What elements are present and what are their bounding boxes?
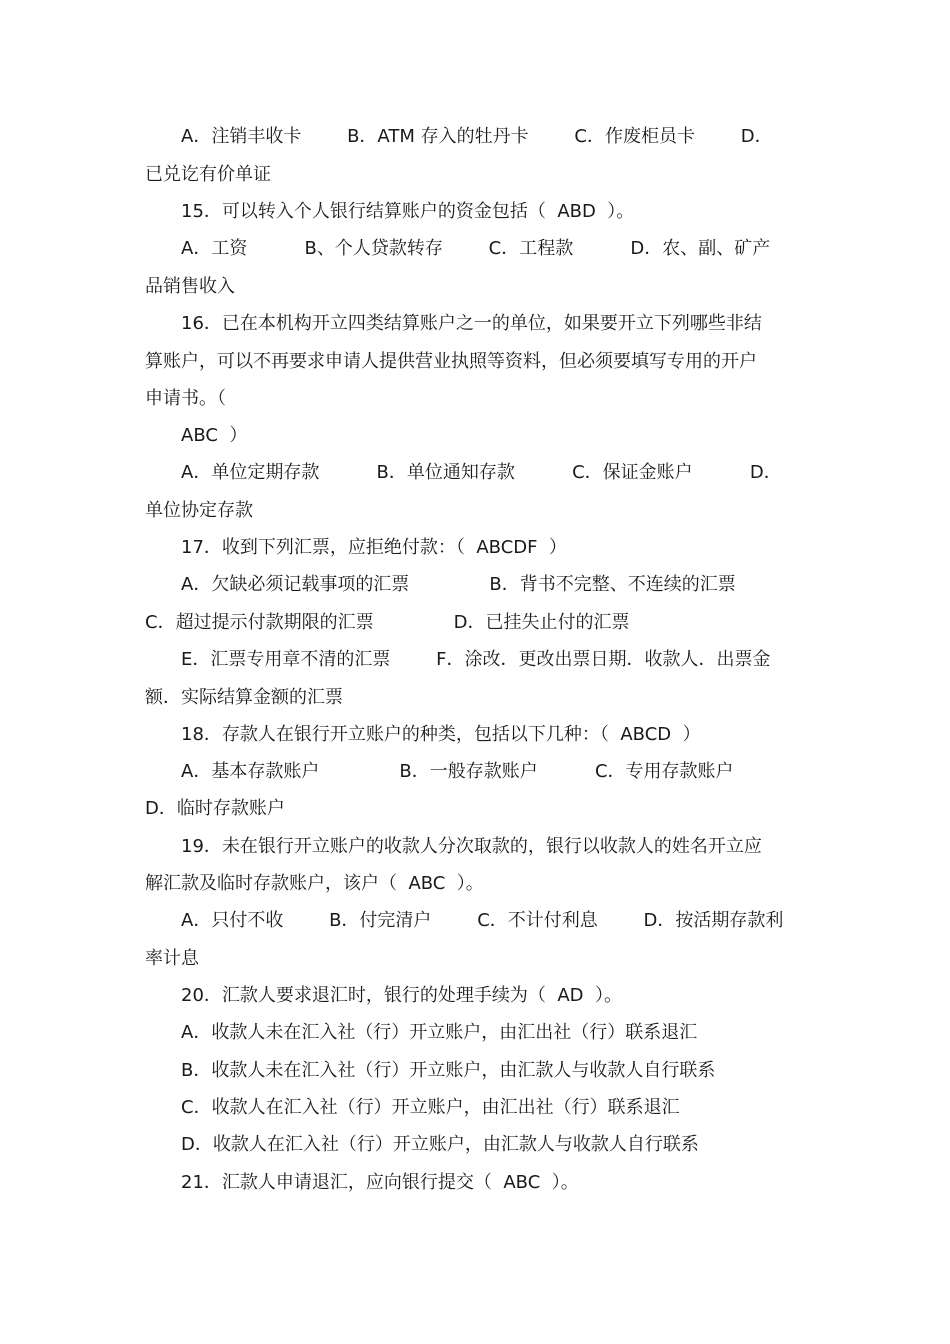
q20-option-d: D．收款人在汇入社（行）开立账户，由汇款人与收款人自行联系 — [181, 1134, 699, 1155]
q20-option-c: C．收款人在汇入社（行）开立账户，由汇出社（行）联系退汇 — [181, 1097, 680, 1118]
q14-options-continuation: 已兑讫有价单证 — [145, 164, 271, 185]
q16-answer: ABC ） — [181, 425, 248, 446]
q15-question: 15．可以转入个人银行结算账户的资金包括（ ABD ）。 — [181, 201, 635, 222]
q17-options-line-1: A．欠缺必须记载事项的汇票 B．背书不完整、不连续的汇票 — [181, 574, 736, 595]
q18-options-continuation: D．临时存款账户 — [145, 798, 285, 819]
q19-options-continuation: 率计息 — [145, 948, 199, 969]
q17-options-line-2: C．超过提示付款期限的汇票 D．已挂失止付的汇票 — [145, 612, 630, 633]
q20-option-b: B．收款人未在汇入社（行）开立账户，由汇款人与收款人自行联系 — [181, 1060, 716, 1081]
q17-question: 17．收到下列汇票，应拒绝付款：（ ABCDF ） — [181, 537, 567, 558]
q15-options-continuation: 品销售收入 — [145, 276, 235, 297]
q16-options-line: A．单位定期存款 B．单位通知存款 C．保证金账户 D． — [181, 462, 782, 483]
q16-options-continuation: 单位协定存款 — [145, 500, 253, 521]
q16-question-line-3: 申请书。（ — [145, 388, 226, 409]
q17-options-line-3: E．汇票专用章不清的汇票 F．涂改．更改出票日期．收款人．出票金 — [181, 649, 771, 670]
q19-question-line-2: 解汇款及临时存款账户，该户（ ABC ）。 — [145, 873, 484, 894]
q14-options-line: A．注销丰收卡 B．ATM 存入的牡丹卡 C．作废柜员卡 D． — [181, 126, 773, 147]
q17-options-continuation: 额．实际结算金额的汇票 — [145, 687, 343, 708]
q15-options-line: A．工资 B、个人贷款转存 C．工程款 D．农、副、矿产 — [181, 238, 771, 259]
q21-question: 21．汇款人申请退汇，应向银行提交（ ABC ）。 — [181, 1172, 579, 1193]
q20-question: 20．汇款人要求退汇时，银行的处理手续为（ AD ）。 — [181, 985, 622, 1006]
q19-options-line: A．只付不收 B．付完清户 C．不计付利息 D．按活期存款利 — [181, 910, 784, 931]
q20-option-a: A．收款人未在汇入社（行）开立账户，由汇出社（行）联系退汇 — [181, 1022, 698, 1043]
q18-options-line: A．基本存款账户 B．一般存款账户 C．专用存款账户 — [181, 761, 734, 782]
q19-question-line-1: 19．未在银行开立账户的收款人分次取款的，银行以收款人的姓名开立应 — [181, 836, 762, 857]
q18-question: 18．存款人在银行开立账户的种类，包括以下几种：（ ABCD ） — [181, 724, 701, 745]
q16-question-line-1: 16．已在本机构开立四类结算账户之一的单位，如果要开立下列哪些非结 — [181, 313, 762, 334]
q16-question-line-2: 算账户，可以不再要求申请人提供营业执照等资料，但必须要填写专用的开户 — [145, 351, 757, 372]
